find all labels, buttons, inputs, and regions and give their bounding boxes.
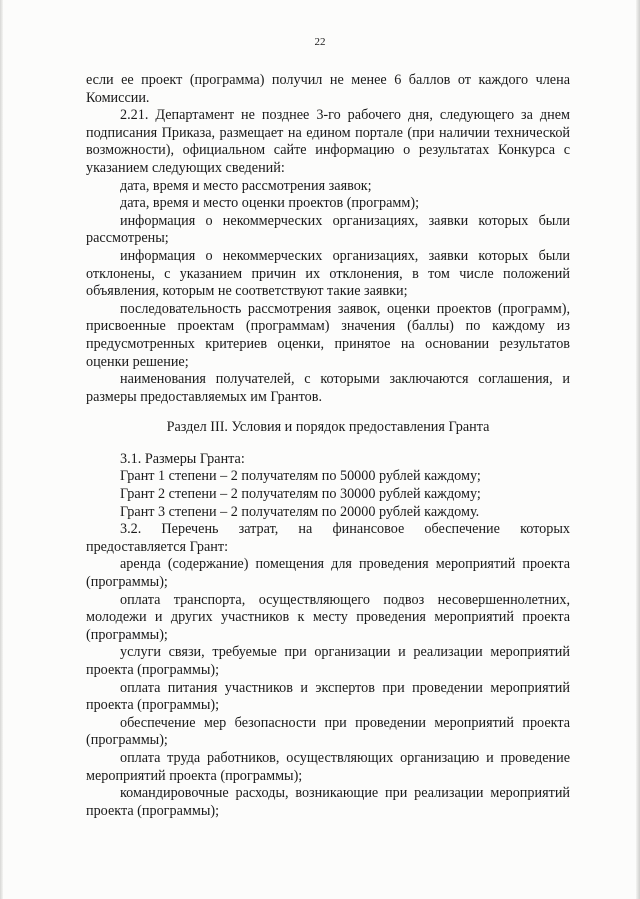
page-number: 22 (314, 36, 326, 48)
scan-edge-right (636, 0, 640, 899)
grant-size-item: Грант 1 степени – 2 получателям по 50000 рублей каждому; (120, 468, 481, 485)
paragraph-3-1: 3.1. Размеры Гранта: (120, 450, 245, 467)
expense-item: обеспечение мер безопасности при проведении мероприятий проекта (программы); (86, 714, 570, 749)
list-item: информация о некоммерческих организациях, заявки которых были отклонены, с указанием причин их отклонения, в том числе положений объявления, которым не соответствуют такие заявки; (86, 247, 570, 300)
list-item: наименования получателей, с которыми заключаются соглашения, и размеры предоставляемых им Грантов. (86, 371, 570, 405)
list-item: дата, время и место рассмотрения заявок; (120, 177, 372, 194)
paragraph-continuation: если ее проект (программа) получил не менее 6 баллов от каждого члена Комиссии. (86, 72, 570, 106)
section-heading: Раздел III. Условия и порядок предоставления Гранта (166, 419, 490, 436)
scan-edge-left (0, 0, 3, 899)
expense-item: аренда (содержание) помещения для проведения мероприятий проекта (программы); (86, 556, 570, 591)
list-item: информация о некоммерческих организациях, заявки которых были рассмотрены; (86, 212, 570, 247)
paragraph-2-21: 2.21. Департамент не позднее 3-го рабочего дня, следующего за днем подписания Приказа, размещает на едином портале (при наличии технической возможности), официальном сайте информацию о результатах Конкурса с указанием следующих сведений: (86, 107, 570, 176)
document-body (86, 72, 570, 820)
grant-size-item: Грант 3 степени – 2 получателям по 20000 рублей каждому. (120, 503, 480, 520)
expense-item: оплата транспорта, осуществляющего подвоз несовершеннолетних, молодежи и других участников к месту проведения мероприятий проекта (программы); (86, 591, 570, 643)
list-item: последовательность рассмотрения заявок, оценки проектов (программ), присвоенные проектам (программам) значения (баллы) по каждому из предусмотренных критериев оценки, принятое на основании результатов оценки решение; (86, 300, 570, 370)
expense-item: командировочные расходы, возникающие при реализации мероприятий проекта (программы); (86, 785, 570, 819)
paragraph-3-2: 3.2. Перечень затрат, на финансовое обеспечение которых предоставляется Грант: (86, 521, 570, 555)
expense-item: оплата труда работников, осуществляющих организацию и проведение мероприятий проекта (программы); (86, 749, 570, 784)
expense-item: услуги связи, требуемые при организации и реализации мероприятий проекта (программы); (86, 644, 570, 678)
expense-item: оплата питания участников и экспертов при проведении мероприятий проекта (программы); (86, 679, 570, 714)
grant-size-item: Грант 2 степени – 2 получателям по 30000 рублей каждому; (120, 486, 481, 503)
list-item: дата, время и место оценки проектов (программ); (120, 195, 420, 212)
